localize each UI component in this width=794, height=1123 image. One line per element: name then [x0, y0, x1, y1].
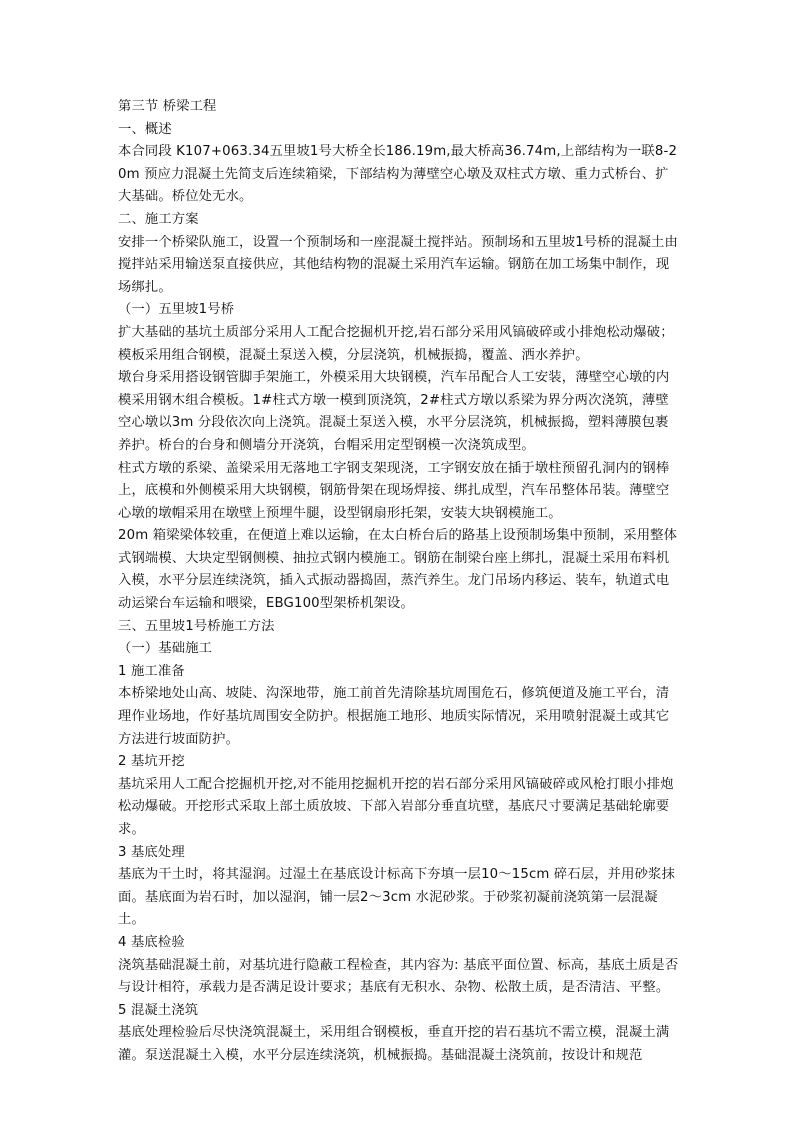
item4-text: 浇筑基础混凝土前，对基坑进行隐蔽工程检查，其内容为: 基底平面位置、标高，基底土质是否与设计相符，承载力是否满足设计要求；基底有无积水、杂物、松散土质，是否清洁、平整。: [118, 957, 679, 996]
item4-title: 4 基底检验: [118, 934, 185, 950]
item1-text: 本桥梁地处山高、坡陡、沟深地带，施工前首先清除基坑周围危石，修筑便道及施工平台，清理作业场地，作好基坑周围安全防护。根据施工地形、地质实际情况，采用喷射混凝土或其它方法进行坡面防护。: [118, 686, 670, 747]
item3-title: 3 基底处理: [118, 844, 185, 860]
subheading-foundation: （一）基础施工: [118, 641, 213, 657]
item5-title: 5 混凝土浇筑: [118, 1002, 199, 1018]
heading-method: 三、五里坡1号桥施工方法: [118, 618, 275, 634]
paragraph-bridge1-foundation: 扩大基础的基坑土质部分采用人工配合挖掘机开挖,岩石部分采用风镐破碎或小排炮松动爆破；模板采用组合钢模，混凝土泵送入模，分层浇筑，机械振捣，覆盖、洒水养护。: [118, 324, 674, 363]
paragraph-plan: 安排一个桥梁队施工，设置一个预制场和一座混凝土搅拌站。预制场和五里坡1号桥的混凝土由搅拌站采用输送泵直接供应，其他结构物的混凝土采用汽车运输。钢筋在加工场集中制作，现场绑扎。: [118, 234, 678, 295]
section-title: 第三节 桥梁工程: [118, 99, 217, 114]
item5-text: 基底处理检验后尽快浇筑混凝土，采用组合钢模板，垂直开挖的岩石基坑不需立模，混凝土满灌。泵送混凝土入模，水平分层连续浇筑，机械振捣。基础混凝土浇筑前，按设计和规范: [118, 1025, 670, 1063]
heading-overview: 一、概述: [118, 121, 172, 137]
paragraph-bridge1-boxgirder: 20m 箱梁梁体较重，在便道上难以运输，在太白桥台后的路基上设预制场集中预制，采用整体式钢端模、大块定型钢侧模、抽拉式钢内模施工。钢筋在制梁台座上绑扎，混凝土采用布料机入模，水平分层连续浇筑，插入式振动器捣固，蒸汽养生。龙门吊场内移运、装车，轨道式电动运梁台车运输和喂梁，EBG100型架桥机架设。: [118, 528, 678, 612]
paragraph-overview: 本合同段 K107+063.34五里坡1号大桥全长186.19m,最大桥高36.74m,上部结构为一联8-20m 预应力混凝土先简支后连续箱梁，下部结构为薄壁空心墩及双柱式方墩、重力式桥台、扩大基础。桥位处无水。: [118, 144, 678, 205]
heading-plan: 二、施工方案: [118, 211, 199, 227]
item2-title: 2 基坑开挖: [118, 754, 185, 770]
document-page: [118, 96, 680, 1068]
subheading-bridge1: （一）五里坡1号桥: [118, 302, 235, 318]
item3-text: 基底为干土时，将其湿润。过湿土在基底设计标高下夯填一层10～15cm 碎石层，并用砂浆抹面。基底面为岩石时，加以湿润，铺一层2～3cm 水泥砂浆。于砂浆初凝前浇筑第一层混凝土。: [118, 867, 675, 928]
paragraph-bridge1-piers: 墩台身采用搭设钢管脚手架施工，外模采用大块钢模，汽车吊配合人工安装，薄壁空心墩的内模采用钢木组合模板。1#柱式方墩一模到顶浇筑，2#柱式方墩以系梁为界分两次浇筑，薄壁空心墩以3m 分段依次向上浇筑。混凝土泵送入模，水平分层浇筑，机械振捣，塑料薄膜包裹养护。桥台的台身和侧墙分开浇筑，台帽采用定型钢模一次浇筑成型。: [118, 370, 670, 453]
item2-text: 基坑采用人工配合挖掘机开挖,对不能用挖掘机开挖的岩石部分采用风镐破碎或风枪打眼小排炮松动爆破。开挖形式采取上部土质放坡、下部入岩部分垂直坑壁，基底尺寸要满足基础轮廓要求。: [118, 776, 674, 837]
item1-title: 1 施工准备: [118, 663, 185, 679]
paragraph-bridge1-beams: 柱式方墩的系梁、盖梁采用无落地工字钢支架现浇，工字钢安放在插于墩柱预留孔洞内的钢棒上，底模和外侧模采用大块钢模，钢筋骨架在现场焊接、绑扎成型，汽车吊整体吊装。薄壁空心墩的墩帽采用在墩壁上预埋牛腿，设型钢扇形托架，安装大块钢模施工。: [118, 460, 670, 521]
